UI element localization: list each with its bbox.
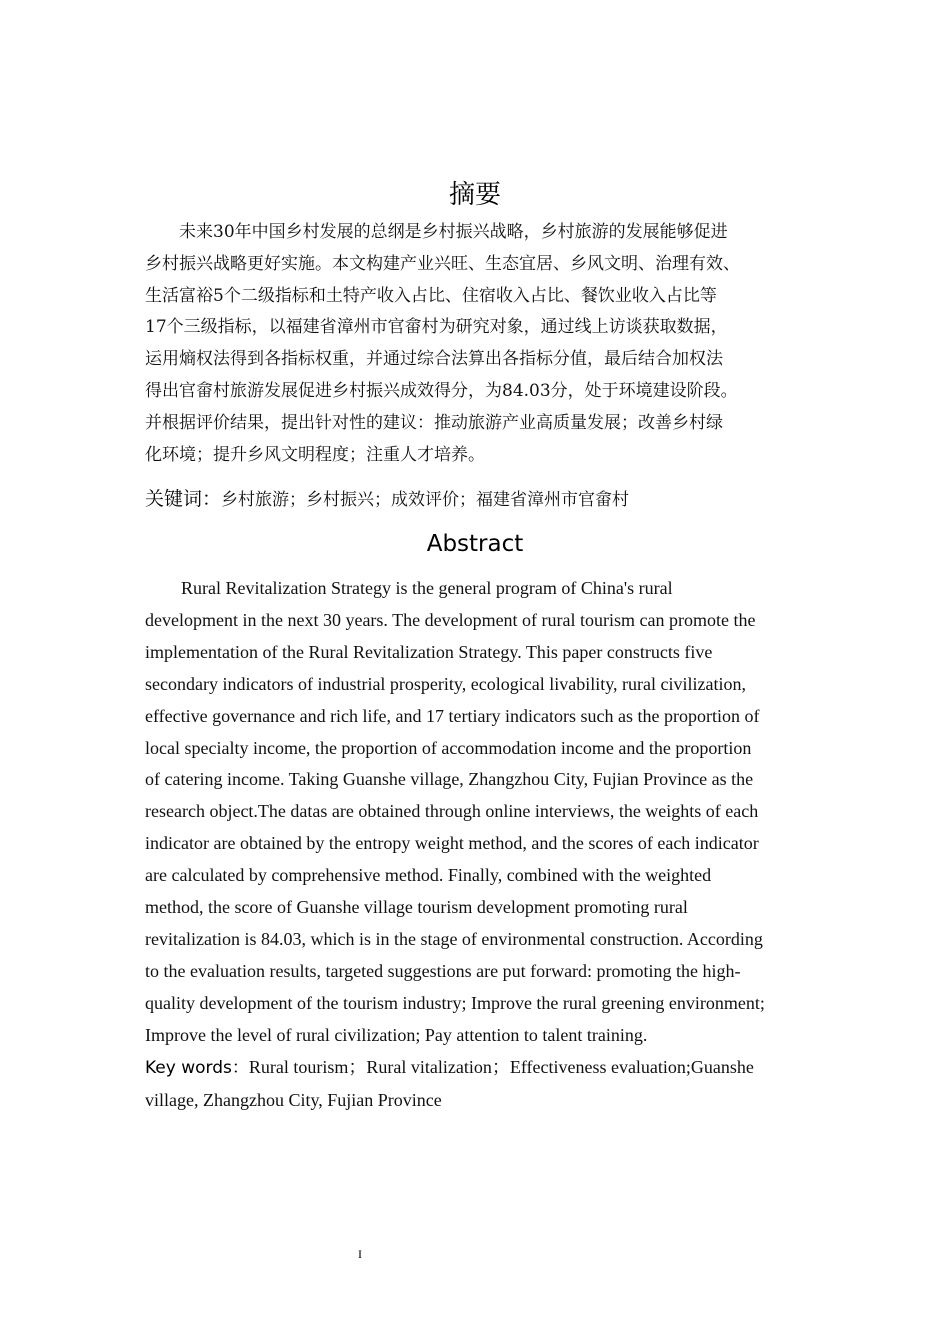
chinese-abstract-body [145,217,815,471]
chinese-abstract-line: 化环境；提升乡风文明程度；注重人才培养。 [145,444,485,465]
chinese-abstract-title: 摘要 [448,180,501,210]
english-abstract-line: to the evaluation results, targeted suggestions are put forward: promoting the high- [145,960,741,981]
chinese-abstract-line: 并根据评价结果，提出针对性的建议：推动旅游产业高质量发展；改善乡村绿 [145,412,723,433]
english-abstract-line: method, the score of Guanshe village tourism development promoting rural [145,897,688,918]
chinese-abstract-line: 运用熵权法得到各指标权重，并通过综合法算出各指标分值，最后结合加权法 [145,349,723,370]
chinese-abstract-line: 得出官畲村旅游发展促进乡村振兴成效得分，为84.03分，处于环境建设阶段。 [145,380,738,401]
english-abstract-line: are calculated by comprehensive method. Finally, combined with the weighted [145,865,712,886]
english-abstract-line: local specialty income, the proportion of accommodation income and the proportion [145,737,752,758]
english-abstract-line: of catering income. Taking Guanshe village, Zhangzhou City, Fujian Province as the [145,769,754,790]
chinese-abstract-line: 未来30年中国乡村发展的总纲是乡村振兴战略，乡村旅游的发展能够促进 [145,222,728,242]
english-abstract-line: development in the next 30 years. The development of rural tourism can promote the [145,609,756,630]
english-abstract-line: research object.The datas are obtained through online interviews, the weights of each [145,801,759,822]
english-abstract-line: quality development of the tourism industry; Improve the rural greening environment; [145,992,765,1013]
english-keywords-line [145,1052,825,1085]
chinese-keywords-text: 乡村旅游；乡村振兴；成效评价；福建省漳州市官畲村 [221,490,630,510]
english-keywords-line: village, Zhangzhou City, Fujian Province [145,1089,442,1110]
english-abstract-line: indicator are obtained by the entropy weight method, and the scores of each indicator [145,833,759,854]
english-abstract-line: revitalization is 84.03, which is in the stage of environmental construction. According [145,928,763,949]
english-abstract-line: effective governance and rich life, and 17 tertiary indicators such as the proportion of [145,705,760,726]
english-keywords [145,1052,825,1117]
english-abstract-line: Improve the level of rural civilization; Pay attention to talent training. [145,1024,648,1045]
english-abstract-line: implementation of the Rural Revitalization Strategy. This paper constructs five [145,641,713,662]
chinese-abstract-line: 乡村振兴战略更好实施。本文构建产业兴旺、生态宜居、乡风文明、治理有效、 [145,253,740,274]
english-abstract-line: Rural Revitalization Strategy is the general program of China's rural [145,578,673,598]
english-keywords-label: Key words： [145,1058,249,1078]
chinese-abstract-line: 17个三级指标，以福建省漳州市官畲村为研究对象，通过线上访谈获取数据， [145,317,728,338]
chinese-keywords [145,484,825,511]
english-abstract-title: Abstract [426,531,524,557]
page-number: I [358,1247,362,1261]
chinese-abstract-line: 生活富裕5个二级指标和土特产收入占比、住宿收入占比、餐饮业收入占比等 [145,285,717,306]
english-abstract-line: secondary indicators of industrial prosperity, ecological livability, rural civilization, [145,673,746,694]
chinese-keywords-label: 关键词： [145,488,222,510]
english-abstract-body [145,573,815,1052]
english-keywords-text: Rural tourism；Rural vitalization；Effectiveness evaluation;Guanshe [248,1057,754,1077]
